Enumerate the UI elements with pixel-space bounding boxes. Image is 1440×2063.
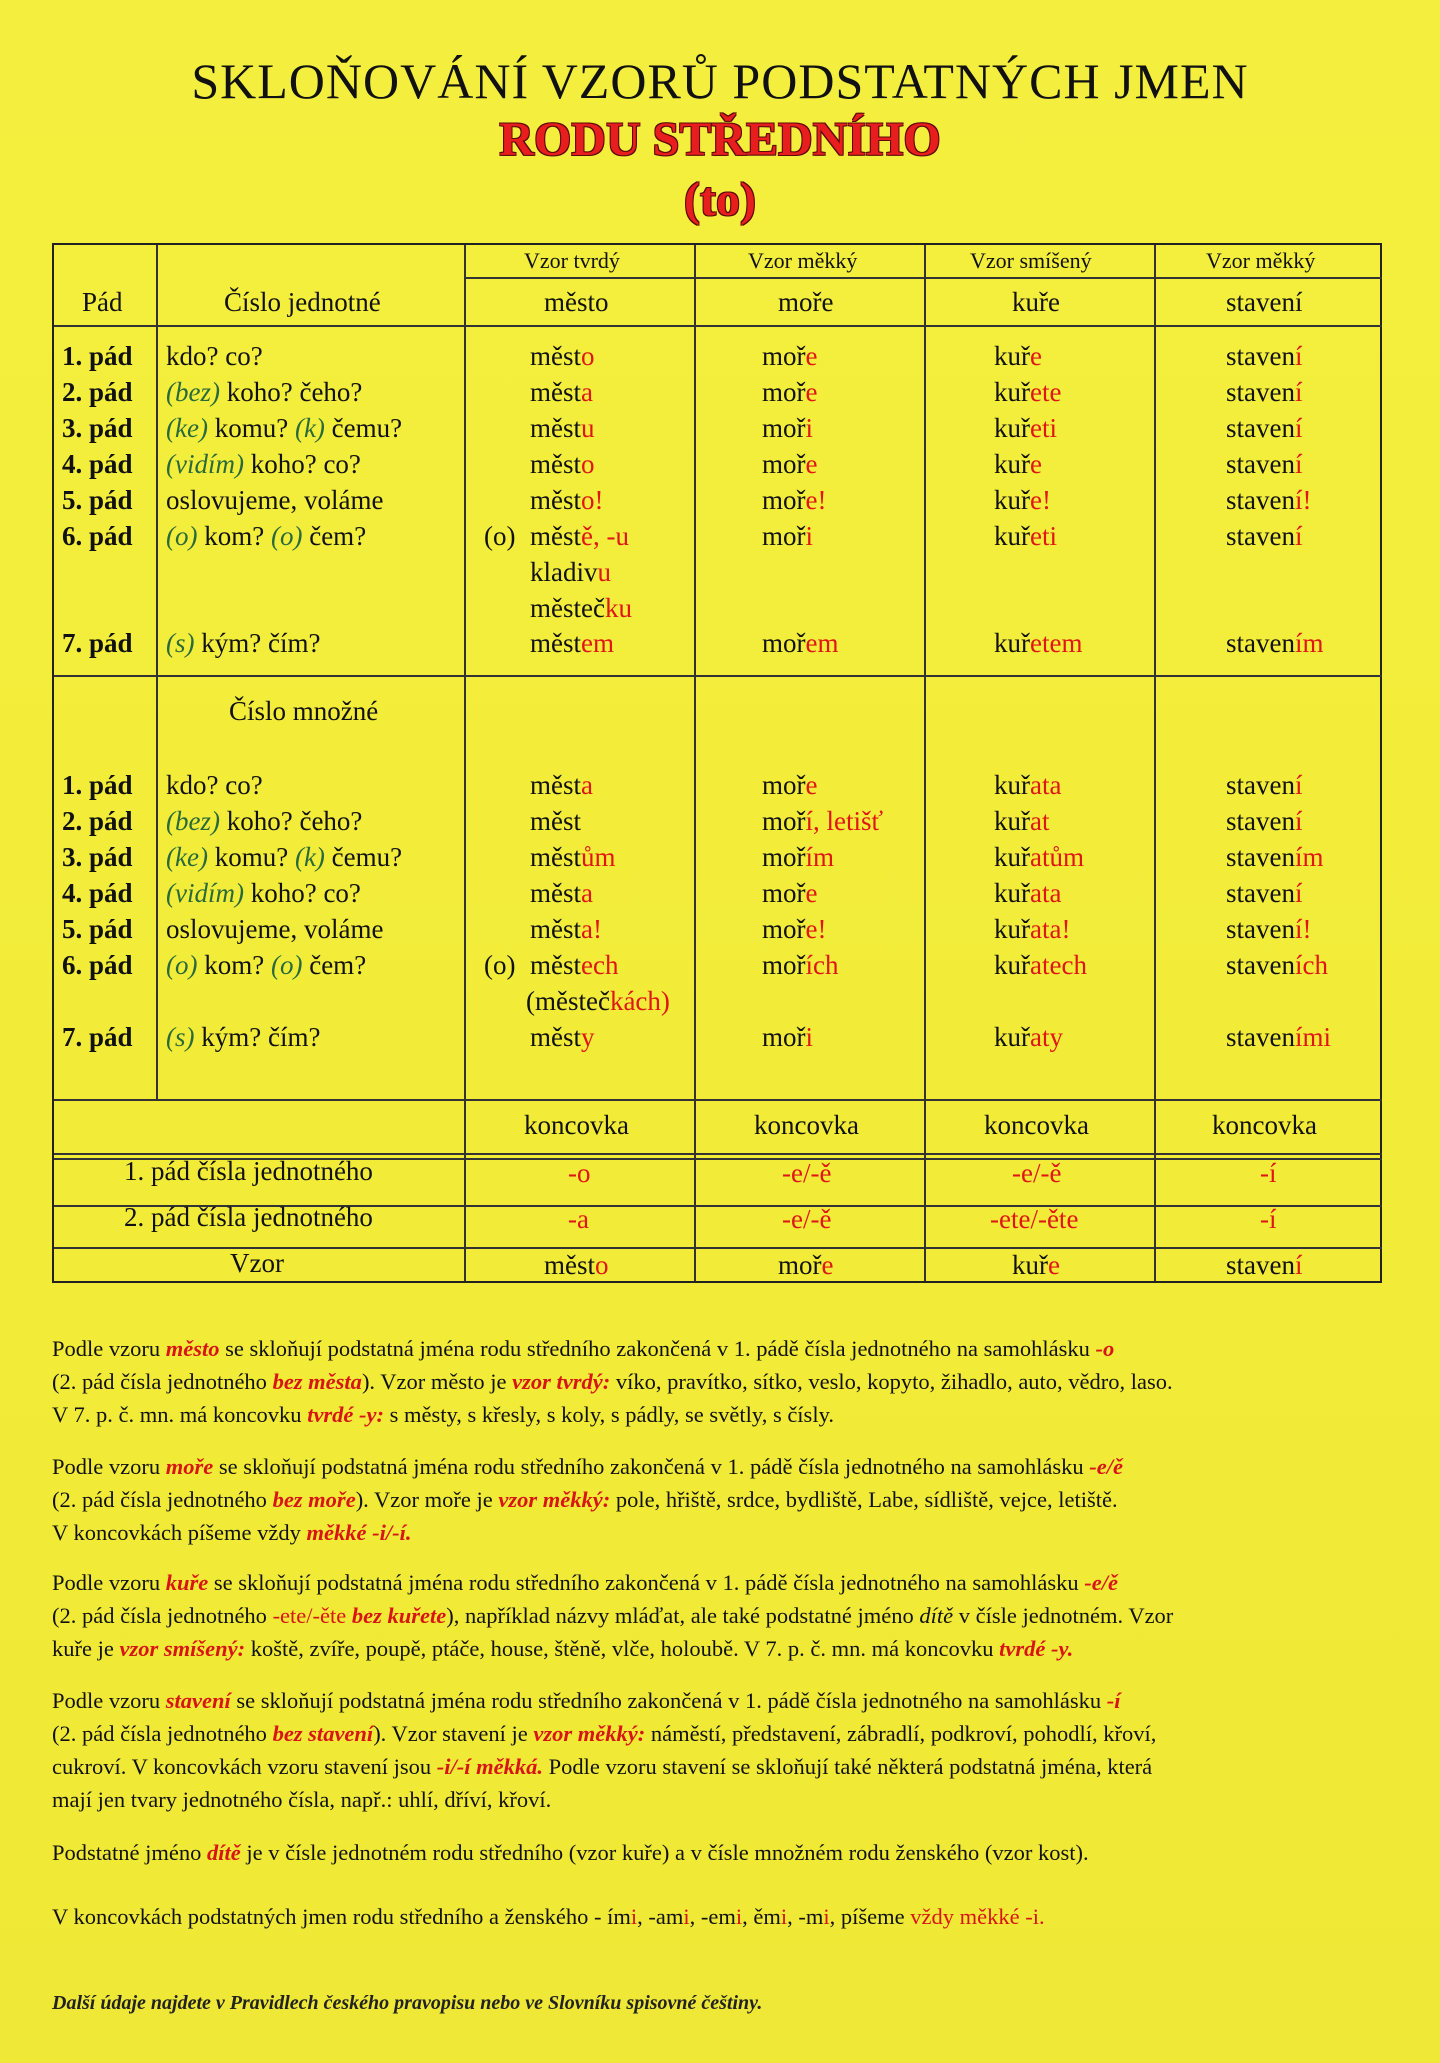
form-kure: kuře! [994,485,1051,515]
form-mesto-pl: městům [530,842,616,872]
question: (ke) komu? (k) čemu? [166,842,403,872]
form-kure-pl: kuřata! [994,914,1071,944]
form-mesto: městě, -u [530,521,629,551]
form-staveni-pl: stavením [1226,842,1324,872]
question: kdo? co? [166,341,263,371]
form-kure: kuřeti [994,521,1057,551]
form-kure: kuře [994,449,1042,479]
question: (o) kom? (o) čem? [166,950,367,980]
plural-header: Číslo množné [229,696,379,726]
question: (bez) koho? čeho? [166,806,363,836]
form-kure-pl: kuřata [994,770,1062,800]
koncovka-header: koncovka [984,1110,1089,1140]
case-label: 6. pád [62,521,133,551]
type-mekky: Vzor měkký [748,248,858,273]
form-more: moři [762,413,814,443]
form-kure: kuře [994,341,1042,371]
summary-row-label: 1. pád čísla jednotného [124,1156,373,1186]
pad-header: Pád [82,287,123,317]
locative-prefix: (o) [484,521,516,551]
paragraph-endings: V koncovkách podstatných jmen rodu středního a ženského - ími, -ami, -emi, ěmi, -mi, píšeme vždy měkké -i. [52,1904,1045,1929]
koncovka-header: koncovka [524,1110,629,1140]
ending-cell: -í [1260,1204,1277,1234]
form-kure: kuřete [994,377,1062,407]
form-kure-pl: kuřat [994,806,1050,836]
type-tvrdy: Vzor tvrdý [524,248,620,273]
form-mesto-pl: měst [530,806,581,836]
paragraph-more: Podle vzoru moře se skloňují podstatná jména rodu středního zakončená v 1. pádě čísla jednotného na samohlásku -e/ě (2. pád čísla jednotného bez moře). Vzor moře je vzor měkký: pole, hřiště, srdce, bydliště, Labe, sídliště, vejce, letiště. V koncovkách píšeme vždy měkké -i/-í. [52,1454,1123,1545]
question: (vidím) koho? co? [166,878,361,908]
model-mesto: město [544,287,609,317]
form-kure-pl: kuřatům [994,842,1084,872]
form-mesto-pl: městech [530,950,619,980]
case-label: 1. pád [62,341,133,371]
ending-cell: -í [1260,1158,1277,1188]
form-more: mořem [762,628,839,658]
form-staveni-pl: stavení [1226,878,1303,908]
model-kure: kuře [1012,287,1060,317]
form-more-pl: mořím [762,842,835,872]
case-label: 2. pád [62,806,133,836]
form-staveni: stavení [1226,413,1303,443]
form-kure-pl: kuřaty [994,1022,1063,1052]
question: (bez) koho? čeho? [166,377,363,407]
singular-header: Číslo jednotné [224,287,381,317]
form-mesto-pl: městy [530,1022,595,1052]
paragraph-mesto: Podle vzoru město se skloňují podstatná jména rodu středního zakončená v 1. pádě čísla jednotného na samohlásku -o (2. pád čísla jednotného bez města). Vzor město je vzor tvrdý: víko, pravítko, sítko, veslo, kopyto, žihadlo, auto, vědro, laso. V 7. p. č. mn. má koncovku tvrdé -y: s městy, s křesly, s koly, s pádly, se světly, s čísly. [52,1336,1173,1427]
question: (o) kom? (o) čem? [166,521,367,551]
koncovka-header: koncovka [1212,1110,1317,1140]
form-kure-pl: kuřatech [994,950,1087,980]
case-label: 7. pád [62,628,133,658]
koncovka-header: koncovka [754,1110,859,1140]
model-more: moře [778,287,834,317]
page-subtitle: RODU STŘEDNÍHO [499,113,941,166]
case-label: 4. pád [62,449,133,479]
ending-cell: -e/-ě [782,1204,832,1234]
model-cell: stavení [1226,1250,1303,1280]
form-more-pl: moře! [762,914,827,944]
ending-cell: -e/-ě [1012,1158,1062,1188]
form-staveni: stavení! [1226,485,1312,515]
form-more: moře! [762,485,827,515]
summary-row-label: 2. pád čísla jednotného [124,1202,373,1232]
question: oslovujeme, voláme [166,914,384,944]
form-staveni: stavení [1226,341,1303,371]
case-label: 5. pád [62,914,133,944]
summary-row-label: Vzor [230,1248,284,1278]
form-more-pl: moře [762,878,818,908]
paragraph-dite: Podstatné jméno dítě je v čísle jednotném rodu středního (vzor kuře) a v čísle množném rodu ženského (vzor kost). [52,1840,1089,1865]
case-label: 4. pád [62,878,133,908]
form-staveni-pl: staveními [1226,1022,1331,1052]
form-mesto: město [530,341,595,371]
form-mesto: kladivu [530,557,611,587]
paragraph-staveni: Podle vzoru stavení se skloňují podstatná jména rodu středního zakončená v 1. pádě čísla jednotného na samohlásku -í (2. pád čísla jednotného bez stavení). Vzor stavení je vzor měkký: náměstí, představení, zábradlí, podkroví, pohodlí, křoví, cukroví. V koncovkách vzoru stavení jsou -i/-í měkká. Podle vzoru stavení se skloňují také některá podstatná jména, která mají jen tvary jednotného čísla, např.: uhlí, dříví, křoví. [52,1688,1157,1812]
form-mesto: města [530,377,593,407]
ending-cell: -a [568,1204,589,1234]
form-mesto: městem [530,628,614,658]
declension-table [52,243,1382,1283]
footer-note: Další údaje najdete v Pravidlech českého pravopisu nebo ve Slovníku spisovné češtiny. [52,1992,763,2014]
form-mesto: městu [530,413,595,443]
form-staveni-pl: staveních [1226,950,1328,980]
ending-cell: -e/-ě [782,1158,832,1188]
form-mesto-pl: města [530,878,593,908]
type-mekky-2: Vzor měkký [1206,248,1316,273]
form-more-pl: moří, letišť [762,806,884,836]
question: (s) kým? čím? [166,1022,321,1052]
ending-cell: -o [568,1158,591,1188]
model-cell: kuře [1012,1250,1060,1280]
case-label: 7. pád [62,1022,133,1052]
form-staveni: stavení [1226,449,1303,479]
question: (ke) komu? (k) čemu? [166,413,403,443]
form-staveni: stavení [1226,521,1303,551]
form-mesto-pl: (městečkách) [526,986,670,1016]
case-label: 1. pád [62,770,133,800]
form-kure: kuřeti [994,413,1057,443]
case-label: 5. pád [62,485,133,515]
form-mesto-pl: města [530,770,593,800]
form-mesto-pl: města! [530,914,602,944]
model-cell: moře [778,1250,834,1280]
model-staveni: stavení [1226,287,1303,317]
ending-cell: -ete/-ěte [990,1204,1079,1234]
model-cell: město [544,1250,609,1280]
form-staveni-pl: stavení! [1226,914,1312,944]
question: (s) kým? čím? [166,628,321,658]
form-mesto: město [530,449,595,479]
form-more: moři [762,521,814,551]
form-more-pl: moře [762,770,818,800]
form-staveni-pl: stavení [1226,770,1303,800]
question: kdo? co? [166,770,263,800]
form-mesto: městečku [530,593,632,623]
form-more: moře [762,449,818,479]
form-staveni: stavení [1226,377,1303,407]
form-more: moře [762,377,818,407]
form-staveni-pl: stavení [1226,806,1303,836]
form-kure: kuřetem [994,628,1083,658]
case-label: 2. pád [62,377,133,407]
case-label: 6. pád [62,950,133,980]
form-mesto: město! [530,485,604,515]
form-kure-pl: kuřata [994,878,1062,908]
case-label: 3. pád [62,842,133,872]
locative-prefix: (o) [484,950,516,980]
page-title: SKLOŇOVÁNÍ VZORŮ PODSTATNÝCH JMEN [191,53,1249,109]
type-smiseny: Vzor smíšený [970,248,1092,273]
page-subtitle-gender: (to) [684,173,756,226]
question: oslovujeme, voláme [166,485,384,515]
question: (vidím) koho? co? [166,449,361,479]
form-more-pl: moři [762,1022,814,1052]
form-staveni: stavením [1226,628,1324,658]
form-more: moře [762,341,818,371]
paragraph-kure: Podle vzoru kuře se skloňují podstatná jména rodu středního zakončená v 1. pádě čísla jednotného na samohlásku -e/ě (2. pád čísla jednotného -ete/-ěte bez kuřete), například názvy mláďat, ale také podstatné jméno dítě v čísle jednotném. Vzor kuře je vzor smíšený: koště, zvíře, poupě, ptáče, house, štěně, vlče, holoubě. V 7. p. č. mn. má koncovku tvrdé -y. [52,1570,1174,1661]
case-label: 3. pád [62,413,133,443]
form-more-pl: mořích [762,950,839,980]
